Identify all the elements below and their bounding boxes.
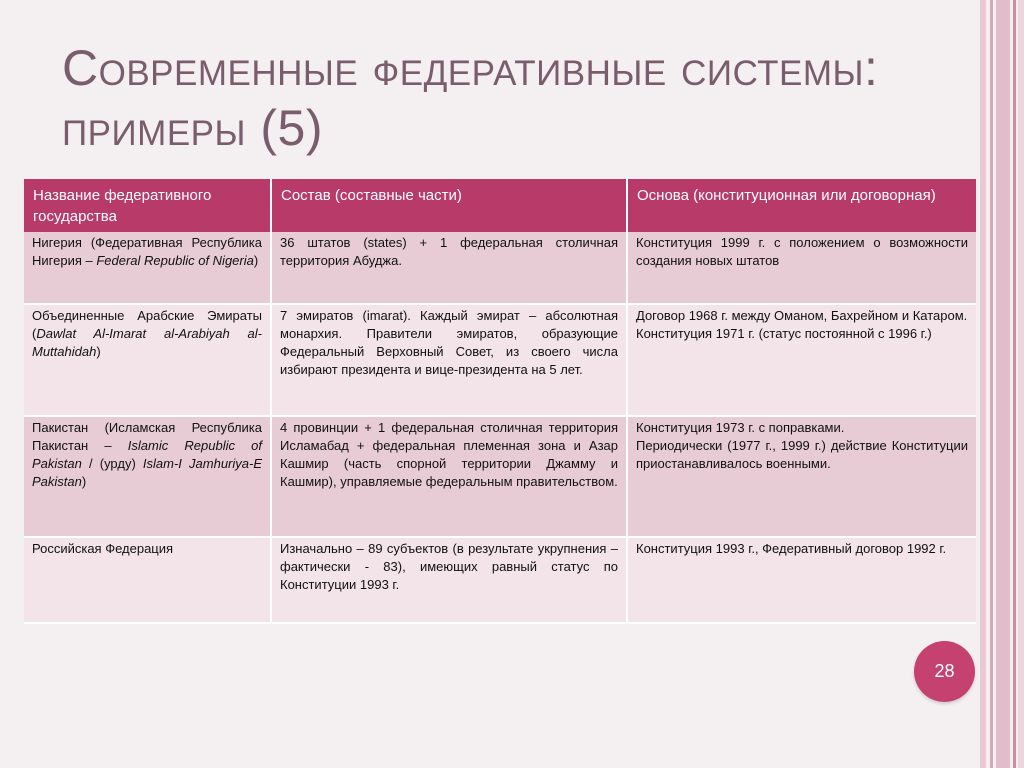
cell-country: Объединенные Арабские Эмираты (Dawlat Al-Imarat al-Arabiyah al-Muttahidah) [24, 304, 271, 416]
cell-basis: Договор 1968 г. между Оманом, Бахрейном и Катаром. Конституция 1971 г. (статус постоянной с 1996 г.) [627, 304, 976, 416]
slide-title-line2: примеры (5) [62, 100, 323, 156]
table-row [24, 537, 976, 623]
cell-composition: 7 эмиратов (imarat). Каждый эмират – абсолютная монархия. Правители эмиратов, образующие Федеральный Верховный Совет, из своего числа избирают президента и вице-президента на 5 лет. [271, 304, 627, 416]
cell-basis: Конституция 1993 г., Федеративный договор 1992 г. [627, 537, 976, 623]
table-header-row [24, 179, 976, 232]
slide-title [62, 38, 942, 158]
header-composition: Состав (составные части) [271, 179, 627, 232]
decorative-stripes [980, 0, 1024, 768]
table-row [24, 416, 976, 537]
cell-country: Пакистан (Исламская Республика Пакистан – Islamic Republic of Pakistan / (урду) Islam-I Jamhuriya-E Pakistan) [24, 416, 271, 537]
cell-composition: 36 штатов (states) + 1 федеральная столичная территория Абуджа. [271, 232, 627, 304]
stripe [1013, 0, 1016, 768]
header-basis: Основа (конституционная или договорная) [627, 179, 976, 232]
stripe [990, 0, 993, 768]
cell-composition: 4 провинции + 1 федеральная столичная территория Исламабад + федеральная племенная зона и Азар Кашмир (часть спорной территории Джамму и Кашмир), управляемые федеральным правительством. [271, 416, 627, 537]
stripe [980, 0, 986, 768]
cell-country: Российская Федерация [24, 537, 271, 623]
federations-table [24, 179, 976, 624]
cell-basis: Конституция 1999 г. с положением о возможности создания новых штатов [627, 232, 976, 304]
header-country: Название федеративного государства [24, 179, 271, 232]
table-row [24, 304, 976, 416]
cell-country: Нигерия (Федеративная Республика Нигерия – Federal Republic of Nigeria) [24, 232, 271, 304]
table-row [24, 232, 976, 304]
slide-title-line1: Современные федеративные системы: [62, 40, 879, 96]
stripe [996, 0, 1010, 768]
page-number-badge: 28 [914, 641, 975, 702]
cell-composition: Изначально – 89 субъектов (в результате укрупнения – фактически - 83), имеющих равный статус по Конституции 1993 г. [271, 537, 627, 623]
stripe [1018, 0, 1024, 768]
cell-basis: Конституция 1973 г. с поправками. Периодически (1977 г., 1999 г.) действие Конституции приостанавливалось военными. [627, 416, 976, 537]
